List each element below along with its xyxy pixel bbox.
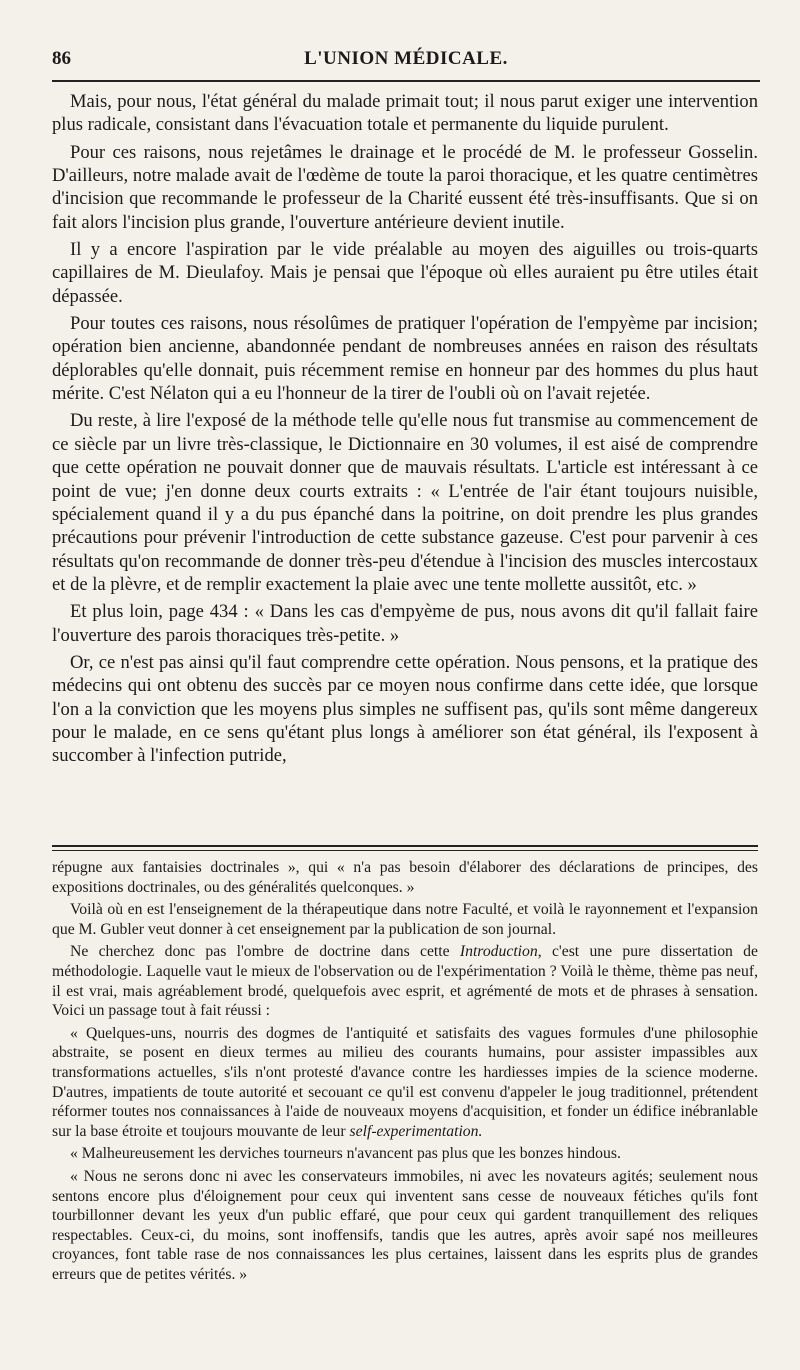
main-paragraph: Or, ce n'est pas ainsi qu'il faut comprendre cette opération. Nous pensons, et la pratique des médecins qui ont obtenu des succès par ce moyen nous confirme dans cette idée, que lorsque l'on a la conviction que les moyens plus simples ne suffisent pas, qu'ils sont même dangereux pour le malade, en ce sens qu'étant plus longs à améliorer son état général, ils l'exposent à succomber à l'infection putride, [52,651,758,767]
main-paragraph: Du reste, à lire l'exposé de la méthode telle qu'elle nous fut transmise au commencement de ce siècle par un livre très-classique, le Dictionnaire en 30 volumes, il est aisé de comprendre que cette opération ne pouvait donner que de mauvais résultats. L'article est intéressant à ce point de vue; j'en donne deux courts extraits : « L'entrée de l'air étant toujours nuisible, spécialement quand il y a du pus épanché dans la poitrine, on doit prendre les plus grandes précautions pour prévenir l'introduction de cette substance gazeuse. C'est pour parvenir à ces résultats qu'on recommande de donner très-peu d'étendue à l'incision des muscles intercostaux et de la plèvre, et de remplir exactement la plaie avec une tente mollette aussitôt, etc. » [52,410,758,595]
feuilleton-paragraph: répugne aux fantaisies doctrinales », qui « n'a pas besoin d'élaborer des déclarations de principes, des expositions doctrinales, ou des généralités quelconques. » [52,859,758,896]
italic-title: Introduction [459,943,538,961]
header-rule [52,80,760,82]
text-run: Ne cherchez donc pas l'ombre de doctrine dans cette [70,943,460,961]
quotation-paragraph: « Nous ne serons donc ni avec les conservateurs immobiles, ni avec les novateurs agités; seulement nous sentons encore plus d'éloignement pour ceux qui inventent sans cesse de nouveaux fétiches qu'ils font tourbillonner devant les yeux d'un public effaré, que pour ceux qui gardent tranquillement des reliques respectables. Ceux-ci, du moins, sont inoffensifs, tandis que les autres, après avoir sapé nos meilleures croyances, font table rase de nos connaissances les plus certaines, laissent dans les esprits plus de grandes erreurs que de petites vérités. » [52,1167,758,1283]
main-text [52,90,758,772]
italic-term: self-experimentation. [349,1122,483,1140]
feuilleton-separator [52,845,758,851]
feuilleton-paragraph [52,942,758,1020]
feuilleton-paragraph: Voilà où en est l'enseignement de la thérapeutique dans notre Faculté, et voilà le rayonnement et l'expansion que M. Gubler veut donner à cet enseignement par la publication de son journal. [52,901,758,938]
main-paragraph: Pour ces raisons, nous rejetâmes le drainage et le procédé de M. le professeur Gosselin. D'ailleurs, notre malade avait de l'œdème de toute la paroi thoracique, et les quatre centimètres d'incision que recommande le professeur de la Charité eussent été très-insuffisants. Que si on fait alors l'incision plus grande, l'ouverture antérieure devient inutile. [52,141,758,233]
text-run: , c'est une pure dissertation de méthodologie. Laquelle vaut le mieux de l'observation ou de l'expérimentation ? Voilà le thème, thème pas neuf, il est vrai, mais agréablement brodé, quelquefois avec esprit, et agrémenté de mots et de phrases à sensation. Voici un passage tout à fait réussi : [52,943,758,1020]
quotation-paragraph [52,1024,758,1142]
running-title: L'UNION MÉDICALE. [304,48,508,69]
feuilleton [52,858,758,1284]
main-paragraph: Et plus loin, page 434 : « Dans les cas d'empyème de pus, nous avons dit qu'il fallait faire l'ouverture des parois thoraciques très-petite. » [52,601,758,646]
page-number: 86 [52,48,71,69]
main-paragraph: Il y a encore l'aspiration par le vide préalable au moyen des aiguilles ou trois-quarts capillaires de M. Dieulafoy. Mais je pensai que l'époque où elles auraient pu être utiles était dépassée. [52,239,758,307]
main-paragraph: Mais, pour nous, l'état général du malade primait tout; il nous parut exiger une intervention plus radicale, consistant dans l'évacuation totale et permanente du liquide purulent. [52,91,758,136]
quotation-paragraph: « Malheureusement les derviches tourneurs n'avancent pas plus que les bonzes hindous. [70,1145,621,1163]
main-paragraph: Pour toutes ces raisons, nous résolûmes de pratiquer l'opération de l'empyème par incision; opération bien ancienne, abandonnée pendant de nombreuses années en raison des résultats déplorables qu'elle donnait, puis récemment remise en honneur par des hommes du plus haut mérite. C'est Nélaton qui a eu l'honneur de la tirer de l'oubli où on l'avait rejetée. [52,313,758,405]
text-run: « Quelques-uns, nourris des dogmes de l'antiquité et satisfaits des vagues formules d'une philosophie abstraite, se posent en dieux termes au milieu des courants humains, pour assister impassibles aux transformations actuelles, s'ils n'ont protesté d'avance contre les hardiesses impies de la science moderne. D'autres, impatients de toute autorité et secouant ce qu'il est convenu d'appeler le joug traditionnel, prétendent réformer toutes nos connaissances à l'aide de nouveaux moyens d'acquisition, et fonder un édifice inébranlable sur la base étroite et toujours mouvante de leur [52,1024,758,1140]
page-header [52,48,760,78]
